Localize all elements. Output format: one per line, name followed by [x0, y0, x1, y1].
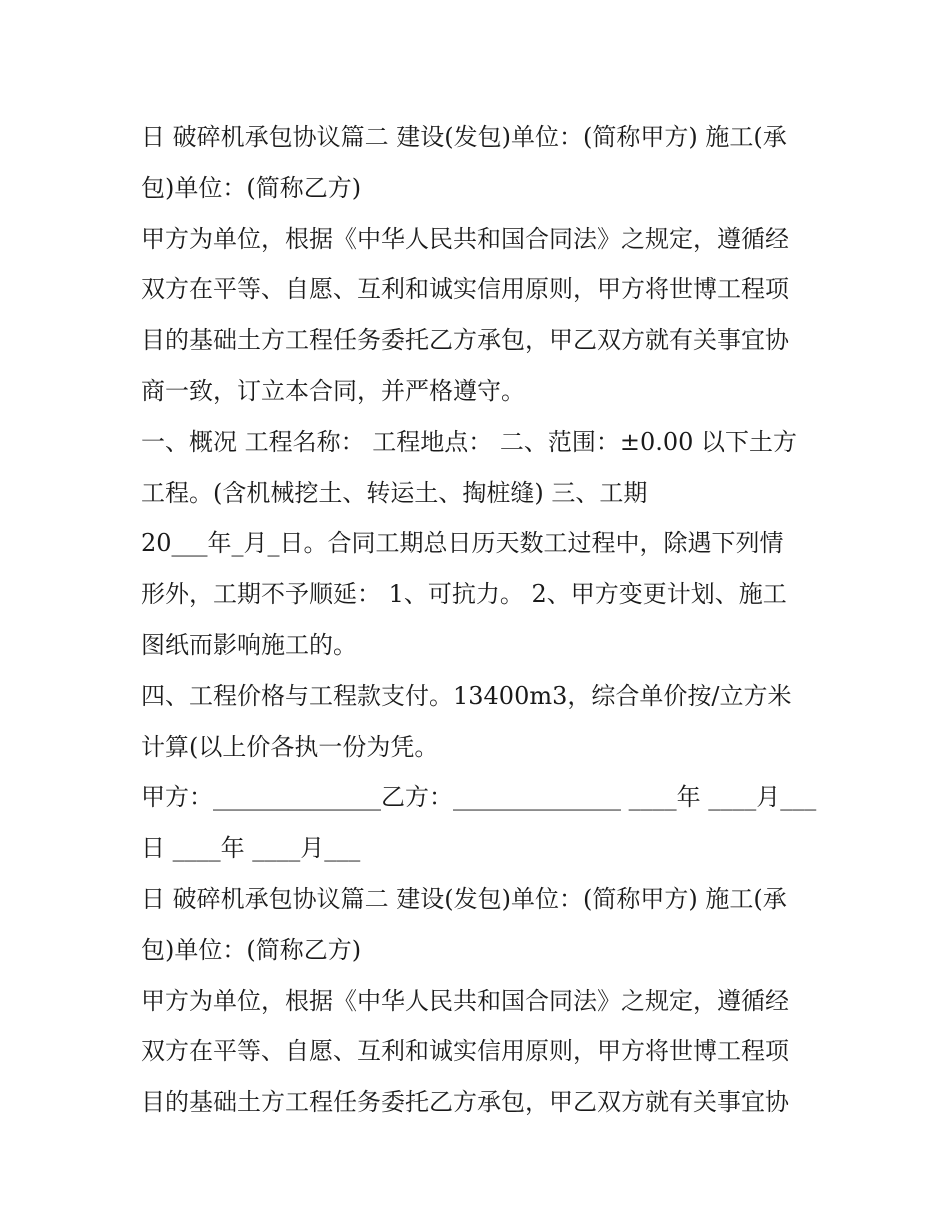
- text-line: 图纸而影响施工的。: [141, 630, 357, 659]
- text-line: 四、工程价格与工程款支付。13400m3，综合单价按/立方米: [141, 681, 792, 710]
- text-line: 双方在平等、自愿、互利和诚实信用原则，甲方将世博工程项: [141, 275, 789, 304]
- signature-line: 甲方：______________乙方：______________ ____年 ____月___: [141, 783, 817, 812]
- text-line: 日 破碎机承包协议篇二 建设(发包)单位：(简称甲方) 施工(承: [141, 123, 787, 151]
- text-line: 形外，工期不予顺延： 1、可抗力。 2、甲方变更计划、施工: [141, 580, 787, 609]
- text-line: 日 破碎机承包协议篇二 建设(发包)单位：(简称甲方) 施工(承: [141, 884, 787, 913]
- document-body: [141, 112, 821, 1128]
- text-line: 甲方为单位，根据《中华人民共和国合同法》之规定，遵循经: [141, 986, 789, 1015]
- text-line: 甲方为单位，根据《中华人民共和国合同法》之规定，遵循经: [141, 224, 789, 253]
- text-line: 包)单位：(简称乙方): [141, 935, 362, 964]
- text-line: 20___年_月_日。合同工期总日历天数工过程中，除遇下列情: [141, 529, 784, 558]
- text-line: 目的基础土方工程任务委托乙方承包，甲乙双方就有关事宜协: [141, 326, 789, 355]
- date-line: 日 ____年 ____月___: [141, 834, 361, 863]
- text-line: 工程。(含机械挖土、转运土、掏桩缝) 三、工期: [141, 478, 648, 507]
- text-line: 包)单位：(简称乙方): [141, 173, 362, 202]
- text-line: 双方在平等、自愿、互利和诚实信用原则，甲方将世博工程项: [141, 1037, 789, 1066]
- text-line: 目的基础土方工程任务委托乙方承包，甲乙双方就有关事宜协: [141, 1088, 789, 1117]
- text-line: 一、概况 工程名称： 工程地点： 二、范围：±0.00 以下土方: [141, 427, 798, 456]
- text-line: 商一致，订立本合同，并严格遵守。: [141, 376, 525, 405]
- text-line: 计算(以上价各执一份为凭。: [141, 732, 439, 761]
